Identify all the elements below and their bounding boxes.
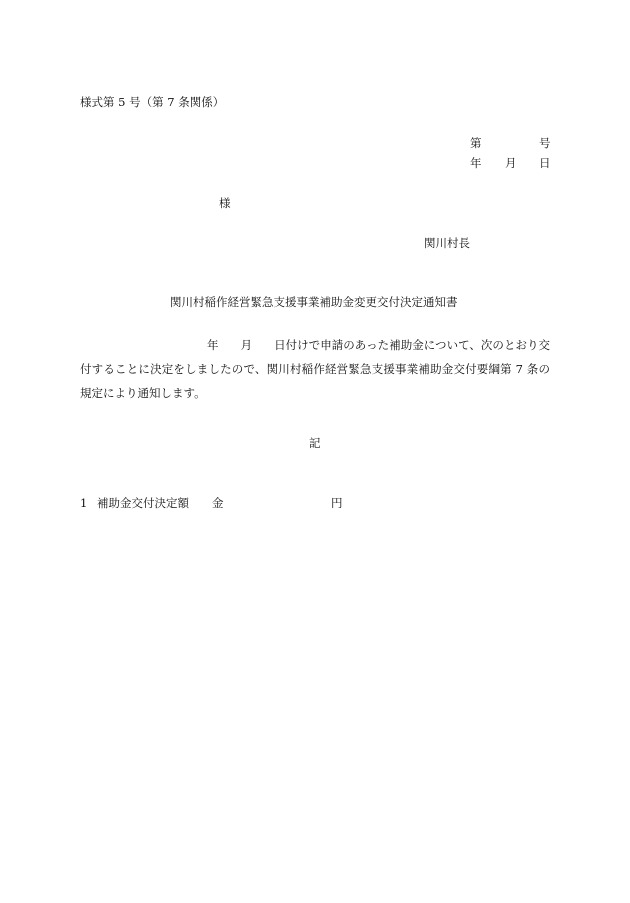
form-label: 様式第 5 号（第 7 条関係） [80, 95, 225, 109]
item-1-kin: 金 [212, 496, 224, 510]
number-dai: 第 [470, 136, 482, 150]
item-1-yen: 円 [331, 496, 343, 510]
recipient-suffix: 様 [219, 196, 231, 210]
date-month: 月 [505, 156, 517, 170]
sender: 関川村長 [424, 236, 470, 250]
item-1-number: 1 [80, 496, 88, 510]
body-month: 月 [240, 338, 253, 352]
document-title: 関川村稲作経営緊急支援事業補助金変更交付決定通知書 [170, 295, 458, 309]
item-1-label: 補助金交付決定額 [97, 496, 189, 510]
ki-heading: 記 [309, 436, 321, 450]
number-go: 号 [539, 136, 551, 150]
date-day: 日 [539, 156, 551, 170]
body-text: 日付けで申請のあった補助金について、次のとおり交付することに決定をしましたので、関川村稲作経営緊急支援事業補助金交付要綱第 7 条の規定により通知します。 [80, 338, 550, 400]
body-year: 年 [207, 338, 219, 352]
date-year: 年 [470, 156, 482, 170]
body-paragraph [80, 333, 550, 405]
